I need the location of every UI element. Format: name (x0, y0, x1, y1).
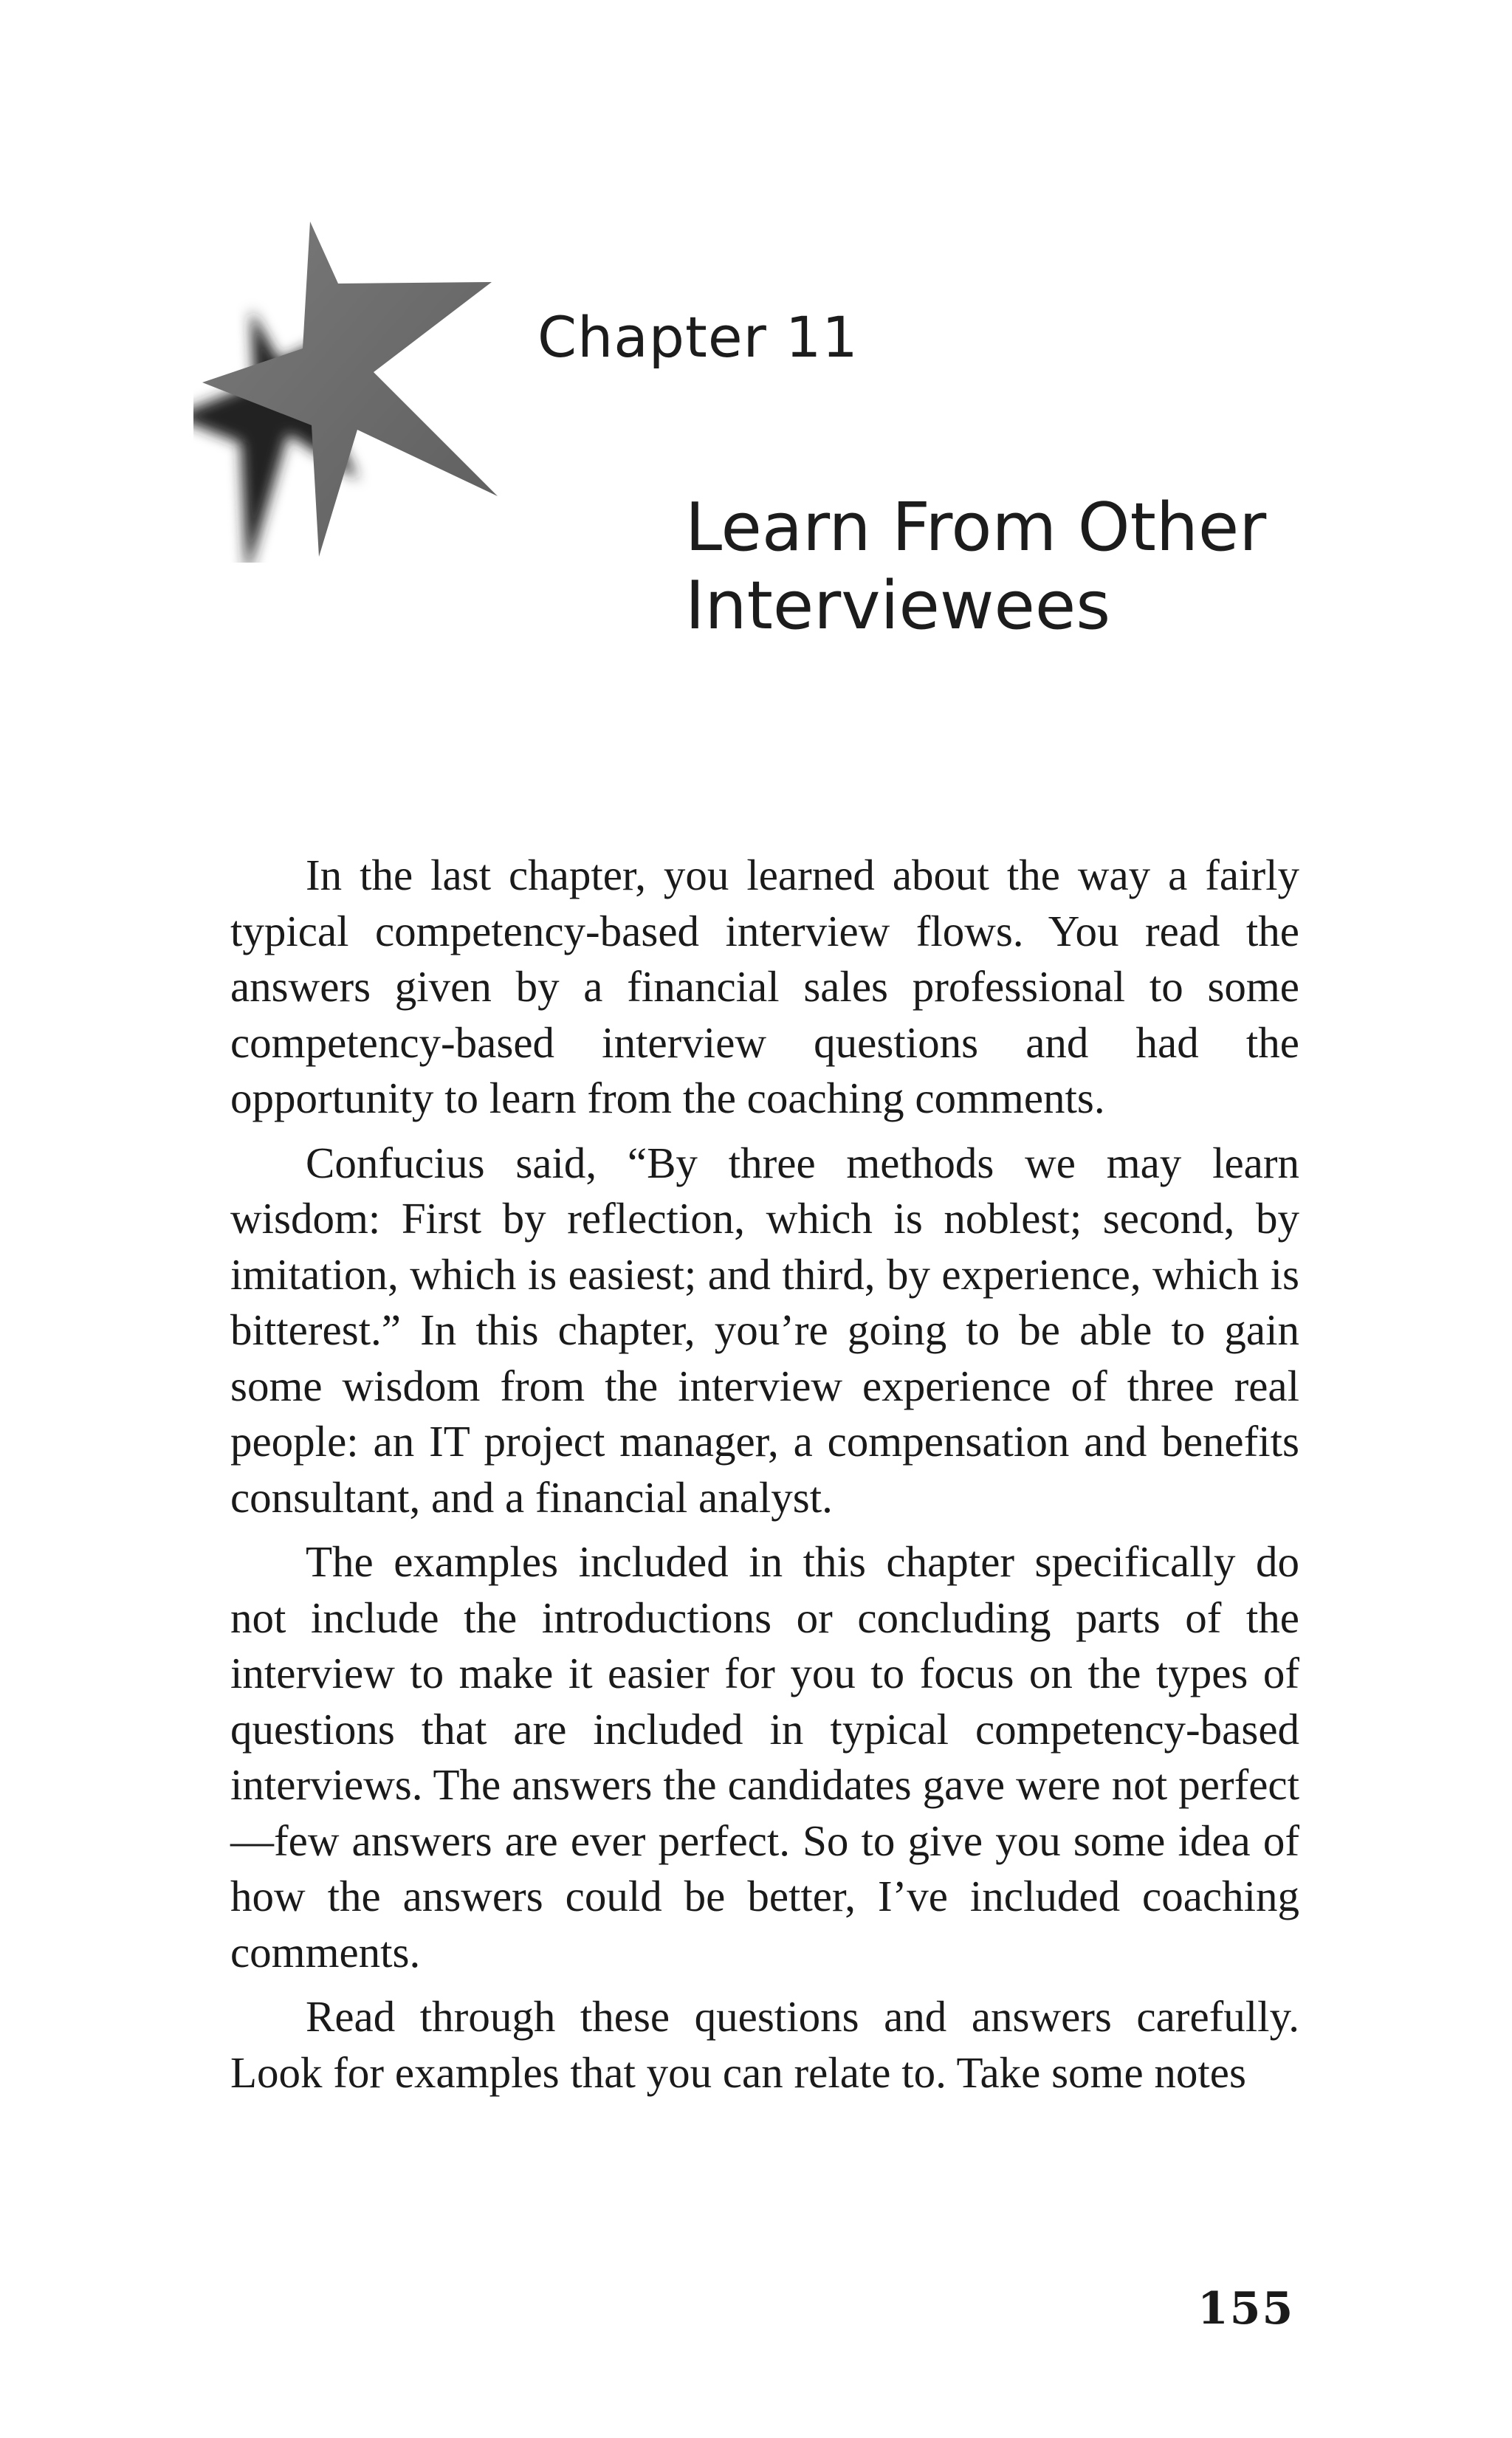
chapter-number: Chapter 11 (537, 304, 859, 370)
star-icon (193, 216, 504, 563)
paragraph: Confucius said, “By three methods we may learn wisdom: First by reflection, which is noblest; second, by imitation, which is easiest; and third, by experience, which is bitterest.” In this chapter, you’re going to be able to gain some wisdom from the interview experience of three real people: an IT project manager, a compensation and benefits consultant, and a financial analyst. (230, 1138, 1299, 1522)
paragraph: In the last chapter, you learned about the way a fairly typical competency-based interview flows. You read the answers given by a financial sales professional to some competency-based interview questions and had the opportunity to learn from the coaching comments. (230, 851, 1299, 1122)
paragraph: The examples included in this chapter specifically do not include the introductions or concluding parts of the interview to make it easier for you to focus on the types of questions that are included in typical competency-based interviews. The answers the candidates gave were not perfect—few answers are ever perfect. So to give you some idea of how the answers could be better, I’ve included coaching comments. (230, 1537, 1299, 1977)
page-number: 155 (1197, 2283, 1295, 2335)
paragraph: Read through these questions and answers carefully. Look for examples that you can relate to. Take some notes (230, 1992, 1299, 2097)
chapter-body (230, 848, 1299, 2109)
chapter-title: Learn From Other Interviewees (685, 489, 1267, 645)
